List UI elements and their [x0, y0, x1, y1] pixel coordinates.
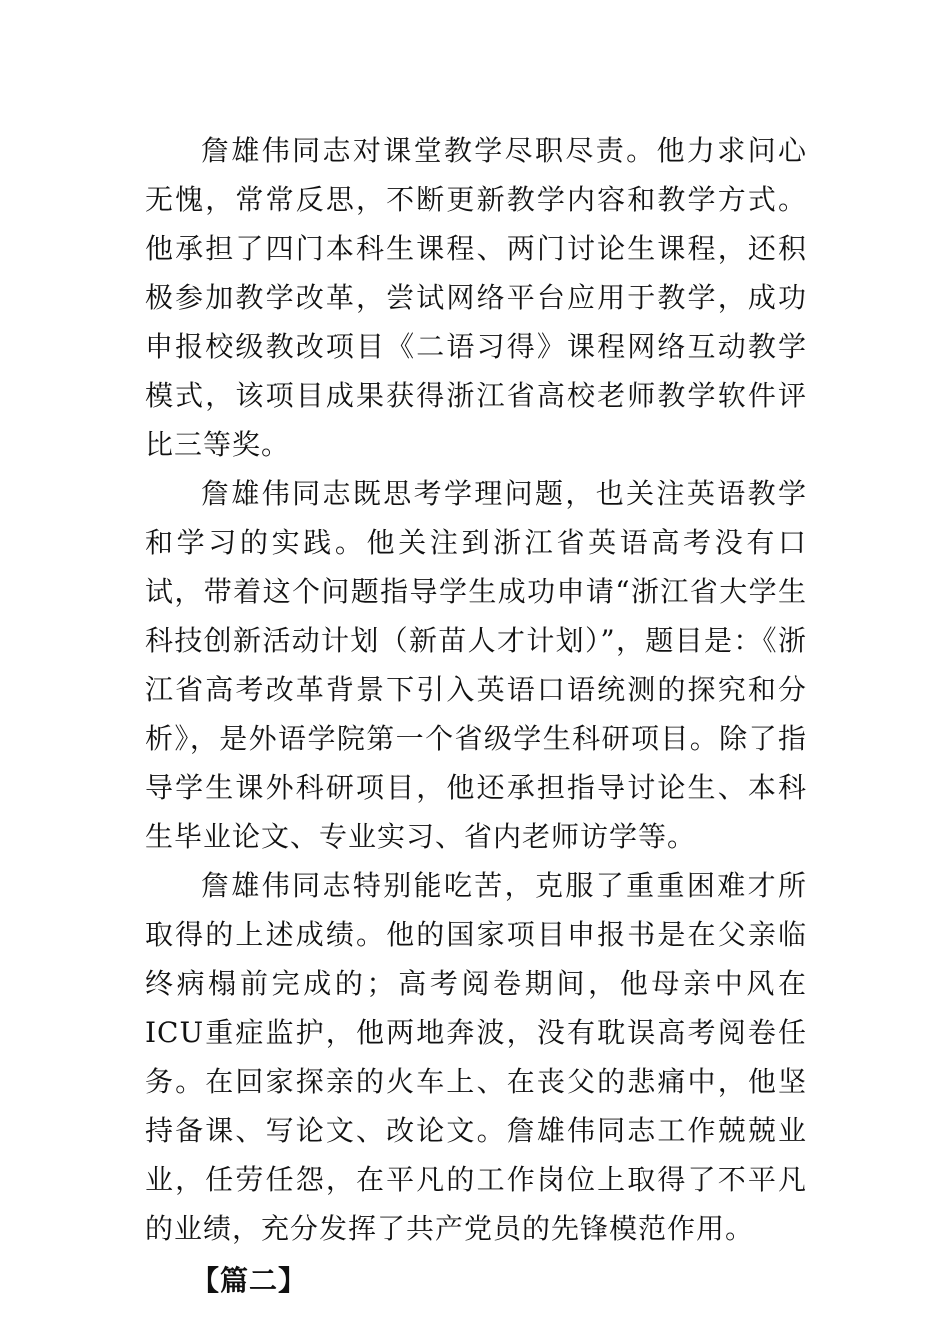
- section-heading: 【篇二】: [191, 1264, 308, 1297]
- document-body: [145, 126, 807, 1305]
- paragraph-1: 詹雄伟同志对课堂教学尽职尽责。他力求问心无愧，常常反思，不断更新教学内容和教学方式。他承担了四门本科生课程、两门讨论生课程，还积极参加教学改革，尝试网络平台应用于教学，成功申报校级教改项目《二语习得》课程网络互动教学模式，该项目成果获得浙江省高校老师教学软件评比三等奖。: [145, 134, 807, 461]
- paragraph-2: 詹雄伟同志既思考学理问题，也关注英语教学和学习的实践。他关注到浙江省英语高考没有口试，带着这个问题指导学生成功申请“浙江省大学生科技创新活动计划（新苗人才计划）”，题目是：《浙江省高考改革背景下引入英语口语统测的探究和分析》，是外语学院第一个省级学生科研项目。除了指导学生课外科研项目，他还承担指导讨论生、本科生毕业论文、专业实习、省内老师访学等。: [145, 477, 807, 853]
- paragraph-3: 詹雄伟同志特别能吃苦，克服了重重困难才所取得的上述成绩。他的国家项目申报书是在父亲临终病榻前完成的；高考阅卷期间，他母亲中风在ICU重症监护，他两地奔波，没有耽误高考阅卷任务。在回家探亲的火车上、在丧父的悲痛中，他坚持备课、写论文、改论文。詹雄伟同志工作兢兢业业，任劳任怨，在平凡的工作岗位上取得了不平凡的业绩，充分发挥了共产党员的先锋模范作用。: [145, 869, 807, 1245]
